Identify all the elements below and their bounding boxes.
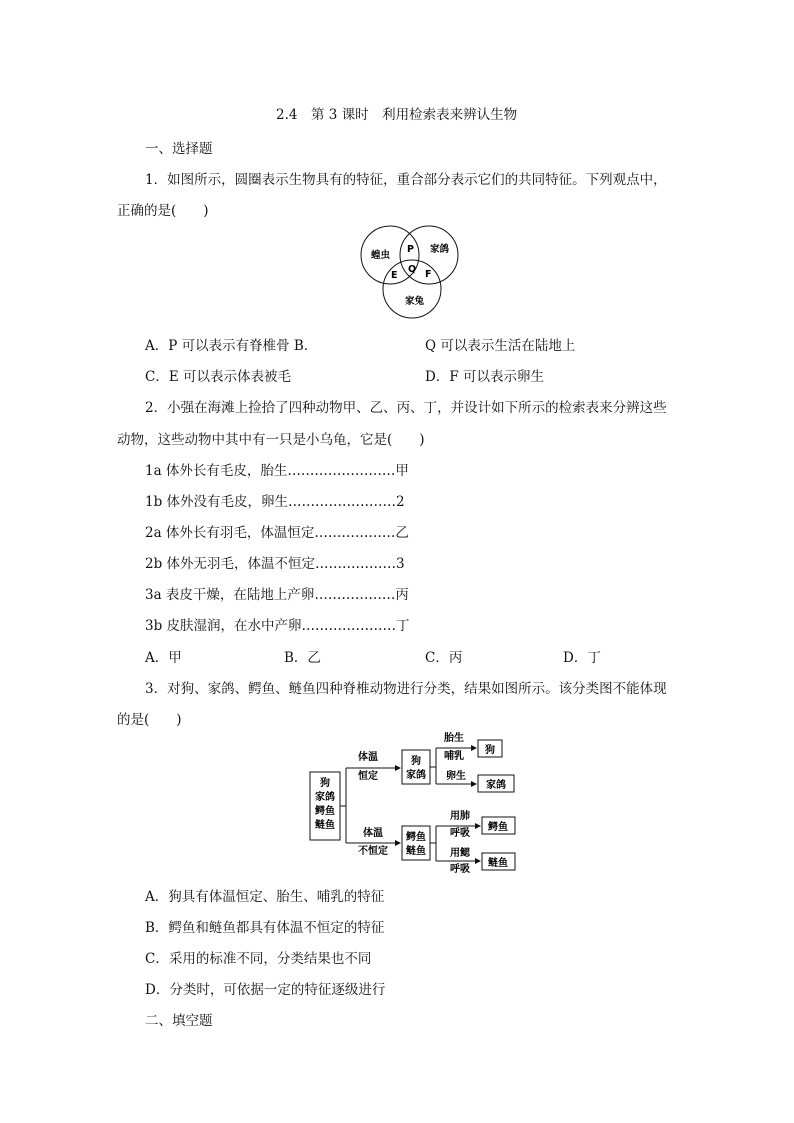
venn-label-p: P — [407, 244, 414, 255]
mid-item-crocodile: 鳄鱼 — [406, 832, 426, 843]
root-item-crocodile: 鳄鱼 — [315, 806, 335, 817]
venn-label-q: Q — [408, 264, 417, 275]
root-item-dog: 狗 — [320, 778, 330, 789]
venn-label-f: F — [425, 269, 432, 280]
q1-option-d: D．F 可以表示卵生 — [425, 369, 544, 385]
venn-diagram — [355, 222, 470, 322]
venn-label-pigeon: 家鸽 — [430, 244, 450, 255]
key-row-2a: 2a 体外长有羽毛，体温恒定………………乙 — [145, 525, 409, 541]
q2-option-a: A．甲 — [145, 650, 182, 666]
venn-label-locust: 蝗虫 — [371, 250, 391, 261]
key-row-3b: 3b 皮肤湿润，在水中产卵…………………丁 — [145, 618, 410, 634]
q2-option-d: D．丁 — [563, 650, 601, 666]
section-heading-fill: 二、填空题 — [145, 1013, 213, 1029]
q3-stem-line1: 3．对狗、家鸽、鳄鱼、鲢鱼四种脊椎动物进行分类，结果如图所示。该分类图不能体现 — [145, 681, 667, 697]
leaf-label-gills-2: 呼吸 — [450, 864, 470, 874]
leaf-label-viviparous-1: 胎生 — [444, 733, 464, 744]
page-title: 2.4 第 3 课时 利用检索表来辨认生物 — [276, 107, 518, 123]
leaf-label-lungs-1: 用肺 — [450, 811, 470, 822]
leaf-label-oviparous: 卵生 — [446, 771, 466, 782]
q2-stem-line1: 2．小强在海滩上捡拾了四种动物甲、乙、丙、丁，并设计如下所示的检索表来分辨这些 — [145, 400, 667, 416]
leaf-label-lungs-2: 呼吸 — [450, 828, 470, 839]
key-row-1a: 1a 体外长有毛皮，胎生……………………甲 — [145, 463, 409, 479]
q1-option-a: A．P 可以表示有脊椎骨 B． — [145, 338, 318, 354]
venn-label-rabbit: 家兔 — [405, 296, 425, 307]
q1-stem-line1: 1．如图所示，圆圈表示生物具有的特征，重合部分表示它们的共同特征。下列观点中， — [145, 172, 667, 188]
q2-option-c: C．丙 — [425, 650, 463, 666]
leaf-label-gills-1: 用鳃 — [450, 848, 470, 859]
mid-item-pigeon: 家鸽 — [406, 770, 426, 781]
q1-option-b: Q 可以表示生活在陆地上 — [425, 338, 576, 354]
leaf-dog: 狗 — [485, 745, 495, 756]
mid-item-silver-carp: 鲢鱼 — [406, 846, 426, 857]
key-row-3a: 3a 表皮干燥，在陆地上产卵………………丙 — [145, 587, 409, 603]
q3-stem-line2: 的是( ) — [117, 712, 182, 728]
q2-stem-line2: 动物，这些动物中其中有一只是小乌龟，它是( ) — [117, 432, 425, 448]
q3-option-b: B．鳄鱼和鲢鱼都具有体温不恒定的特征 — [145, 920, 385, 936]
branch-label-constant-temp-1: 体温 — [358, 752, 378, 763]
q3-option-a: A．狗具有体温恒定、胎生、哺乳的特征 — [145, 889, 385, 905]
mid-item-dog: 狗 — [411, 756, 421, 767]
q1-option-c: C．E 可以表示体表被毛 — [145, 369, 291, 385]
leaf-crocodile: 鳄鱼 — [488, 822, 508, 833]
leaf-label-viviparous-2: 哺乳 — [444, 751, 464, 762]
branch-label-constant-temp-2: 恒定 — [358, 771, 378, 782]
branch-label-variable-temp-1: 体温 — [363, 828, 383, 839]
key-row-2b: 2b 体外无羽毛，体温不恒定………………3 — [145, 556, 405, 572]
leaf-pigeon: 家鸽 — [486, 780, 506, 791]
key-row-1b: 1b 体外没有毛皮，卵生……………………2 — [145, 494, 405, 510]
q3-option-c: C．采用的标准不同，分类结果也不同 — [145, 951, 372, 967]
leaf-silver-carp: 鲢鱼 — [488, 858, 508, 869]
root-item-pigeon: 家鸽 — [315, 792, 335, 803]
venn-label-e: E — [391, 270, 398, 281]
q2-option-b: B．乙 — [284, 650, 321, 666]
classification-tree — [308, 728, 518, 874]
q3-option-d: D．分类时，可依据一定的特征逐级进行 — [145, 982, 386, 998]
q1-stem-line2: 正确的是( ) — [117, 203, 209, 219]
root-item-silver-carp: 鲢鱼 — [315, 820, 335, 831]
section-heading-choice: 一、选择题 — [145, 141, 213, 157]
branch-label-variable-temp-2: 不恒定 — [358, 846, 388, 857]
